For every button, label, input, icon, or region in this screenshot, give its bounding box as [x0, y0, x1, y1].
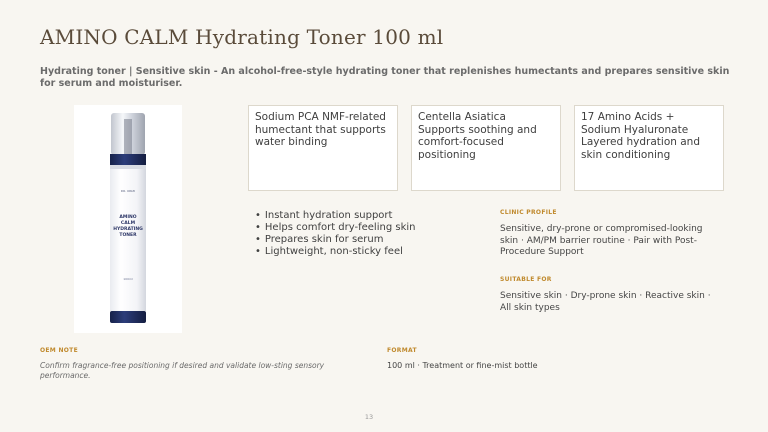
suitable-for-label: SUITABLE FOR: [500, 276, 552, 283]
suitable-for-text: Sensitive skin · Dry-prone skin · Reactive skin · All skin types: [500, 291, 711, 313]
bottle-label-line: TONER: [119, 233, 137, 238]
benefit-item: • Helps comfort dry-feeling skin: [255, 222, 415, 234]
benefit-item: • Lightweight, non-sticky feel: [255, 246, 415, 258]
ingredient-card-amino-acids: 17 Amino Acids + Sodium Hyaluronate Layered hydration and skin conditioning: [574, 105, 724, 191]
benefit-item: • Instant hydration support: [255, 210, 415, 222]
bottle-label-line: AMINO: [119, 215, 137, 220]
bottle-label: [110, 215, 146, 239]
ingredient-card-sodium-pca: Sodium PCA NMF-related humectant that supports water binding: [248, 105, 398, 191]
benefit-item: • Prepares skin for serum: [255, 234, 415, 246]
oem-note-label: OEM NOTE: [40, 347, 78, 354]
clinic-profile-label: CLINIC PROFILE: [500, 209, 557, 216]
page-subtitle: Hydrating toner | Sensitive skin - An alcohol-free-style hydrating toner that replenishes humectants and prepares sensitive skin for serum and moisturiser.: [40, 66, 730, 89]
format-text: 100 ml · Treatment or fine-mist bottle: [387, 361, 538, 370]
benefits-list: [255, 210, 415, 258]
bottle-brand: DR. ORIZI: [120, 189, 136, 193]
page-title: AMINO CALM Hydrating Toner 100 ml: [40, 25, 444, 49]
page-number: 13: [364, 413, 374, 421]
clinic-profile-text: Sensitive, dry-prone or compromised-looking skin · AM/PM barrier routine · Pair with Post-Procedure Support: [500, 224, 703, 257]
bottle-volume: 100ml: [123, 277, 133, 281]
ingredient-card-centella: Centella Asiatica Supports soothing and comfort-focused positioning: [411, 105, 561, 191]
bottle-label-line: CALM: [120, 221, 136, 226]
format-label: FORMAT: [387, 347, 417, 354]
bottle-label-line: HYDRATING: [113, 227, 143, 232]
product-image: [74, 105, 182, 333]
oem-note-text: Confirm fragrance-free positioning if desired and validate low-sting sensory performance.: [40, 361, 325, 380]
